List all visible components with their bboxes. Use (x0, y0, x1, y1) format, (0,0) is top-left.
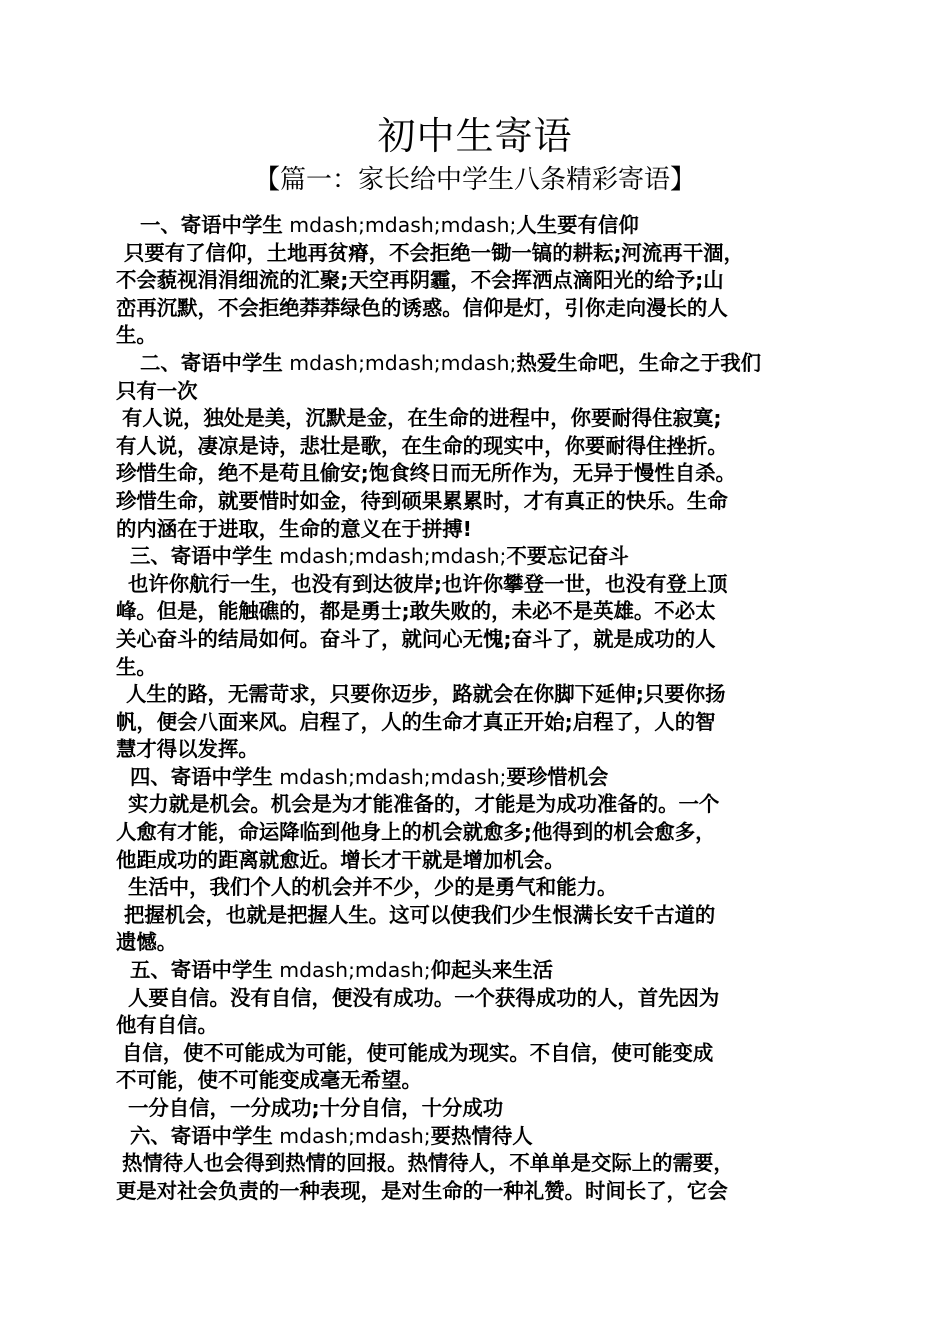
paragraph-line (116, 736, 840, 764)
line-text: 一分自信，一分成功;十分自信，十分成功 (128, 1096, 504, 1120)
paragraph-line (116, 1150, 840, 1178)
line-text: 他有自信。 (116, 1013, 218, 1038)
heading-dash-text: mdash;mdash; (272, 958, 431, 983)
line-text: 六、寄语中学生 (130, 1123, 273, 1148)
line-text: 珍惜生命，绝不是苟且偷安;饱食终日而无所作为，无异于慢性自杀。 (116, 461, 736, 486)
paragraph-line (116, 240, 840, 268)
heading-dash-text: mdash;mdash;mdash; (282, 213, 517, 237)
line-text: 关心奋斗的结局如何。奋斗了，就问心无愧;奋斗了，就是成功的人 (116, 626, 716, 651)
heading-topic-text: 要珍惜机会 (506, 764, 609, 789)
line-text: 帆，便会八面来风。启程了，人的生命才真正开始;启程了，人的智 (116, 709, 716, 734)
line-text: 自信，使不可能成为可能，使可能成为现实。不自信，使可能变成 (122, 1040, 714, 1065)
paragraph-line (116, 405, 840, 433)
paragraph-line (116, 1067, 840, 1095)
line-text: 不会藐视涓涓细流的汇聚;天空再阴霾，不会挥洒点滴阳光的给予;山 (116, 268, 724, 293)
line-text: 生活中，我们个人的机会并不少，少的是勇气和能力。 (128, 875, 618, 900)
paragraph-line (116, 267, 840, 295)
section-heading-line (116, 350, 840, 378)
section-heading-line (116, 957, 840, 985)
line-text: 峰。但是，能触礁的，都是勇士;敢失败的，未必不是英雄。不必太 (116, 599, 716, 624)
line-text: 珍惜生命，就要惜时如金，待到硕果累累时，才有真正的快乐。生命 (116, 488, 728, 513)
paragraph-line (116, 1178, 840, 1206)
paragraph-line (116, 488, 840, 516)
paragraph-line (116, 985, 840, 1013)
heading-topic-text: 热爱生命吧，生命之于我们 (516, 350, 762, 375)
section-heading-line (116, 212, 840, 240)
line-text: 只要有了信仰，土地再贫瘠，不会拒绝一锄一镐的耕耘;河流再干涸， (124, 240, 744, 265)
paragraph-line (116, 791, 840, 819)
line-text: 峦再沉默，不会拒绝莽莽绿色的诱惑。信仰是灯，引你走向漫长的人 (116, 295, 728, 320)
heading-dash-text: mdash;mdash;mdash; (272, 544, 507, 569)
line-text: 生。 (116, 323, 157, 348)
heading-dash-text: mdash;mdash; (272, 1123, 431, 1148)
section-heading-line (116, 543, 840, 571)
paragraph-line (116, 378, 840, 406)
paragraph-line (116, 819, 840, 847)
paragraph-line (116, 295, 840, 323)
line-text: 人要自信。没有自信，便没有成功。一个获得成功的人，首先因为 (128, 985, 720, 1010)
section-heading-line (116, 764, 840, 792)
heading-dash-text: mdash;mdash;mdash; (282, 350, 517, 375)
document-title: 初中生寄语 (377, 114, 573, 158)
line-text: 遗憾。 (116, 930, 178, 955)
paragraph-line (116, 929, 840, 957)
line-text: 的内涵在于进取，生命的意义在于拼搏! (116, 516, 472, 541)
paragraph-line (116, 1040, 840, 1068)
line-text: 把握机会，也就是把握人生。这可以使我们少生恨满长安千古道的 (124, 902, 716, 927)
paragraph-line (116, 681, 840, 709)
document-subtitle: 【篇一：家长给中学生八条精彩寄语】 (253, 165, 696, 195)
paragraph-line (116, 433, 840, 461)
line-text: 人愈有才能，命运降临到他身上的机会就愈多;他得到的机会愈多， (116, 820, 716, 845)
section-heading-line (116, 1123, 840, 1151)
line-text: 四、寄语中学生 (130, 764, 273, 789)
document-body (116, 212, 840, 1205)
heading-topic-text: 不要忘记奋斗 (506, 544, 629, 569)
heading-topic-text: 仰起头来生活 (430, 958, 553, 983)
line-text: 人生的路，无需苛求，只要你迈步，路就会在你脚下延伸;只要你扬 (126, 682, 726, 707)
line-text: 他距成功的距离就愈近。增长才干就是增加机会。 (116, 847, 565, 872)
line-text: 三、寄语中学生 (130, 544, 273, 569)
line-text: 更是对社会负责的一种表现，是对生命的一种礼赞。时间长了，它会 (116, 1178, 728, 1203)
line-text: 有人说，独处是美，沉默是金，在生命的进程中，你要耐得住寂寞; (122, 406, 722, 431)
line-text: 也许你航行一生，也没有到达彼岸;也许你攀登一世，也没有登上顶 (128, 571, 728, 596)
heading-dash-text: mdash;mdash;mdash; (272, 764, 507, 789)
paragraph-line (116, 874, 840, 902)
line-text: 实力就是机会。机会是为才能准备的，才能是为成功准备的。一个 (128, 792, 720, 817)
line-text: 有人说，凄凉是诗，悲壮是歌，在生命的现实中，你要耐得住挫折。 (116, 433, 728, 458)
paragraph-line (116, 322, 840, 350)
line-text: 生。 (116, 654, 157, 679)
line-text: 不可能，使不可能变成毫无希望。 (116, 1068, 422, 1093)
line-text: 慧才得以发挥。 (116, 737, 259, 762)
paragraph-line (116, 571, 840, 599)
paragraph-line (116, 654, 840, 682)
paragraph-line (116, 516, 840, 544)
paragraph-line (116, 1012, 840, 1040)
paragraph-line (116, 847, 840, 875)
paragraph-line (116, 709, 840, 737)
line-text: 热情待人也会得到热情的回报。热情待人，不单单是交际上的需要， (122, 1151, 734, 1176)
paragraph-line (116, 460, 840, 488)
paragraph-line (116, 1095, 840, 1123)
line-text: 五、寄语中学生 (130, 958, 273, 983)
paragraph-line (116, 902, 840, 930)
line-text: 只有一次 (116, 378, 198, 403)
heading-topic-text: 人生要有信仰 (516, 213, 639, 237)
line-text: 二、寄语中学生 (140, 350, 283, 375)
heading-topic-text: 要热情待人 (430, 1123, 533, 1148)
paragraph-line (116, 598, 840, 626)
paragraph-line (116, 626, 840, 654)
line-text: 一、寄语中学生 (140, 213, 283, 237)
